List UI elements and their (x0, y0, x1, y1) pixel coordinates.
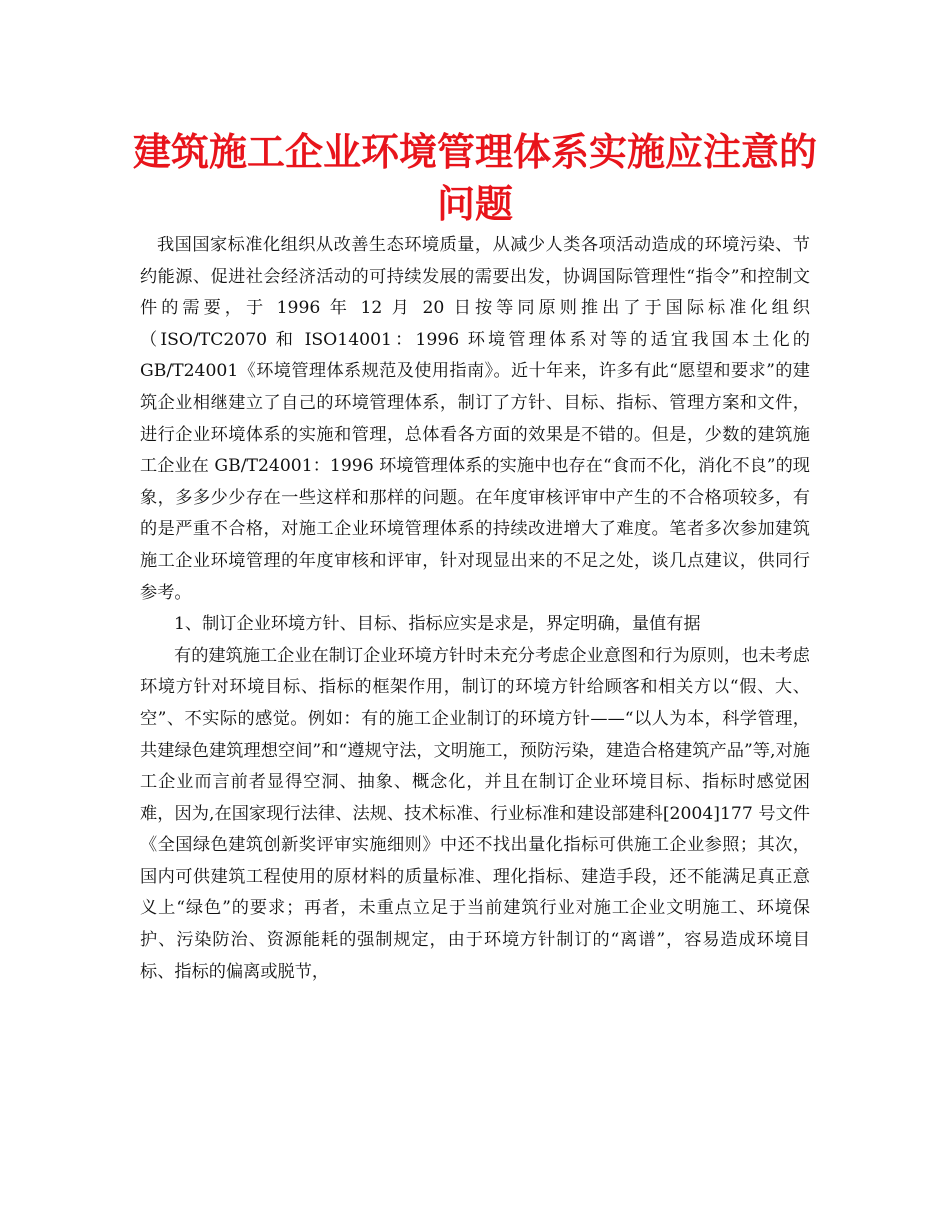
section-heading-1: 1、制订企业环境方针、目标、指标应实是求是，界定明确，量值有据 (174, 614, 701, 635)
paragraph-intro: 我国国家标准化组织从改善生态环境质量，从减少人类各项活动造成的环境污染、节约能源、促进社会经济活动的可持续发展的需要出发，协调国际管理性“指令”和控制文件的需要，于 1996 年 12 月 20 日按等同原则推出了于国际标准化组织（ISO/TC2070 和 ISO14001：1996 环境管理体系对等的适宜我国本土化的 GB/T24001《环境管理体系规范及使用指南》。近十年来，许多有此“愿望和要求”的建筑企业相继建立了自己的环境管理体系，制订了方针、目标、指标、管理方案和文件，进行企业环境体系的实施和管理，总体看各方面的效果是不错的。但是，少数的建筑施工企业在 GB/T24001：1996 环境管理体系的实施中也存在“食而不化，消化不良”的现象，多多少少存在一些这样和那样的问题。在年度审核评审中产生的不合格项较多，有的是严重不合格，对施工企业环境管理体系的持续改进增大了难度。笔者多次参加建筑施工企业环境管理的年度审核和评审，针对现显出来的不足之处，谈几点建议，供同行参考。 (140, 235, 810, 603)
paragraph-section-1: 有的建筑施工企业在制订企业环境方针时未充分考虑企业意图和行为原则，也未考虑环境方针对环境目标、指标的框架作用，制订的环境方针给顾客和相关方以“假、大、空”、不实际的感觉。例如：有的施工企业制订的环境方针——“以人为本，科学管理，共建绿色建筑理想空间”和“遵规守法，文明施工，预防污染，建造合格建筑产品”等,对施工企业而言前者显得空洞、抽象、概念化，并且在制订企业环境目标、指标时感觉困难，因为,在国家现行法律、法规、技术标准、行业标准和建设部建科[2004]177 号文件《全国绿色建筑创新奖评审实施细则》中还不找出量化指标可供施工企业参照；其次，国内可供建筑工程使用的原材料的质量标准、理化指标、建造手段，还不能满足真正意义上“绿色”的要求；再者，未重点立足于当前建筑行业对施工企业文明施工、环境保护、污染防治、资源能耗的强制规定，由于环境方针制订的“离谱”，容易造成环境目标、指标的偏离或脱节， (140, 645, 810, 982)
document-body (140, 230, 810, 988)
document-title: 建筑施工企业环境管理体系实施应注意的问题 (132, 129, 817, 226)
